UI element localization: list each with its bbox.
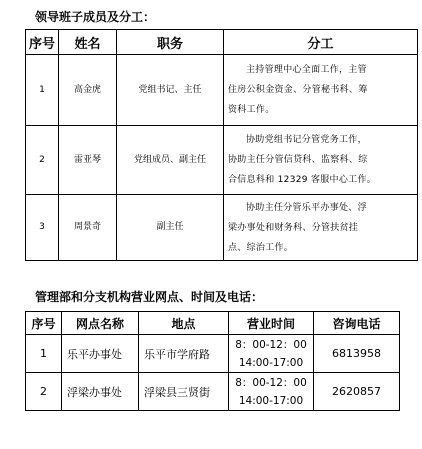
header-position: 职务: [117, 30, 224, 55]
duty-line: 协助党组书记分管党务工作，: [246, 135, 367, 145]
hours-pm: 14:00-17:00: [238, 394, 304, 407]
row-no: 1: [26, 55, 59, 126]
duty-line: 协助主任分管乐平办事处、浮: [246, 202, 367, 213]
row-no: 1: [26, 335, 62, 373]
offices-section-title: 管理部和分支机构营业网点、时间及电话：: [35, 290, 264, 304]
leadership-table: [25, 29, 418, 261]
duty-line: 协助主任分管信贷科、监察科、综: [228, 155, 368, 165]
table-row: [26, 373, 400, 411]
header-duty: 分工: [224, 30, 418, 55]
row-position: 党组书记、主任: [117, 55, 224, 126]
row-office: 乐平办事处: [62, 335, 139, 373]
header-office: 网点名称: [62, 312, 139, 335]
row-hours: [229, 373, 314, 411]
table-header-row: [26, 312, 400, 335]
duty-line: 资科工作。: [228, 105, 275, 115]
row-duty: [224, 55, 418, 126]
row-phone: 2620857: [314, 373, 400, 411]
hours-am: 8：00-12：00: [235, 376, 307, 389]
row-name: 周景奇: [59, 195, 117, 261]
duty-line: 住房公积金资金、分管秘书科、筹: [228, 85, 368, 95]
row-duty: [224, 126, 418, 195]
row-name: 雷亚琴: [59, 126, 117, 195]
table-row: [26, 335, 400, 373]
table-header-row: [26, 30, 418, 55]
row-hours: [229, 335, 314, 373]
header-hours: 营业时间: [229, 312, 314, 335]
row-no: 2: [26, 373, 62, 411]
row-location: 浮梁县三贤街: [139, 373, 229, 411]
row-location: 乐平市学府路: [139, 335, 229, 373]
leadership-section-title: 领导班子成员及分工：: [35, 10, 156, 24]
hours-pm: 14:00-17:00: [238, 356, 304, 369]
table-row: [26, 126, 418, 195]
header-no: 序号: [26, 312, 62, 335]
duty-line: 合信息科和 12329 客服中心工作。: [228, 175, 377, 185]
row-office: 浮梁办事处: [62, 373, 139, 411]
header-phone: 咨询电话: [314, 312, 400, 335]
row-no: 3: [26, 195, 59, 261]
duty-line: 梁办事处和财务科、分管扶贫挂: [228, 222, 359, 233]
row-name: 高金虎: [59, 55, 117, 126]
row-duty: [224, 195, 418, 261]
row-phone: 6813958: [314, 335, 400, 373]
header-name: 姓名: [59, 30, 117, 55]
row-position: 党组成员、副主任: [117, 126, 224, 195]
row-no: 2: [26, 126, 59, 195]
duty-line: 主持管理中心全面工作，主管: [246, 65, 367, 75]
table-row: [26, 55, 418, 126]
hours-am: 8：00-12：00: [235, 338, 307, 351]
row-position: 副主任: [117, 195, 224, 261]
offices-table: [25, 311, 400, 411]
table-row: [26, 195, 418, 261]
header-no: 序号: [26, 30, 59, 55]
header-location: 地点: [139, 312, 229, 335]
duty-line: 点、综治工作。: [228, 242, 294, 253]
